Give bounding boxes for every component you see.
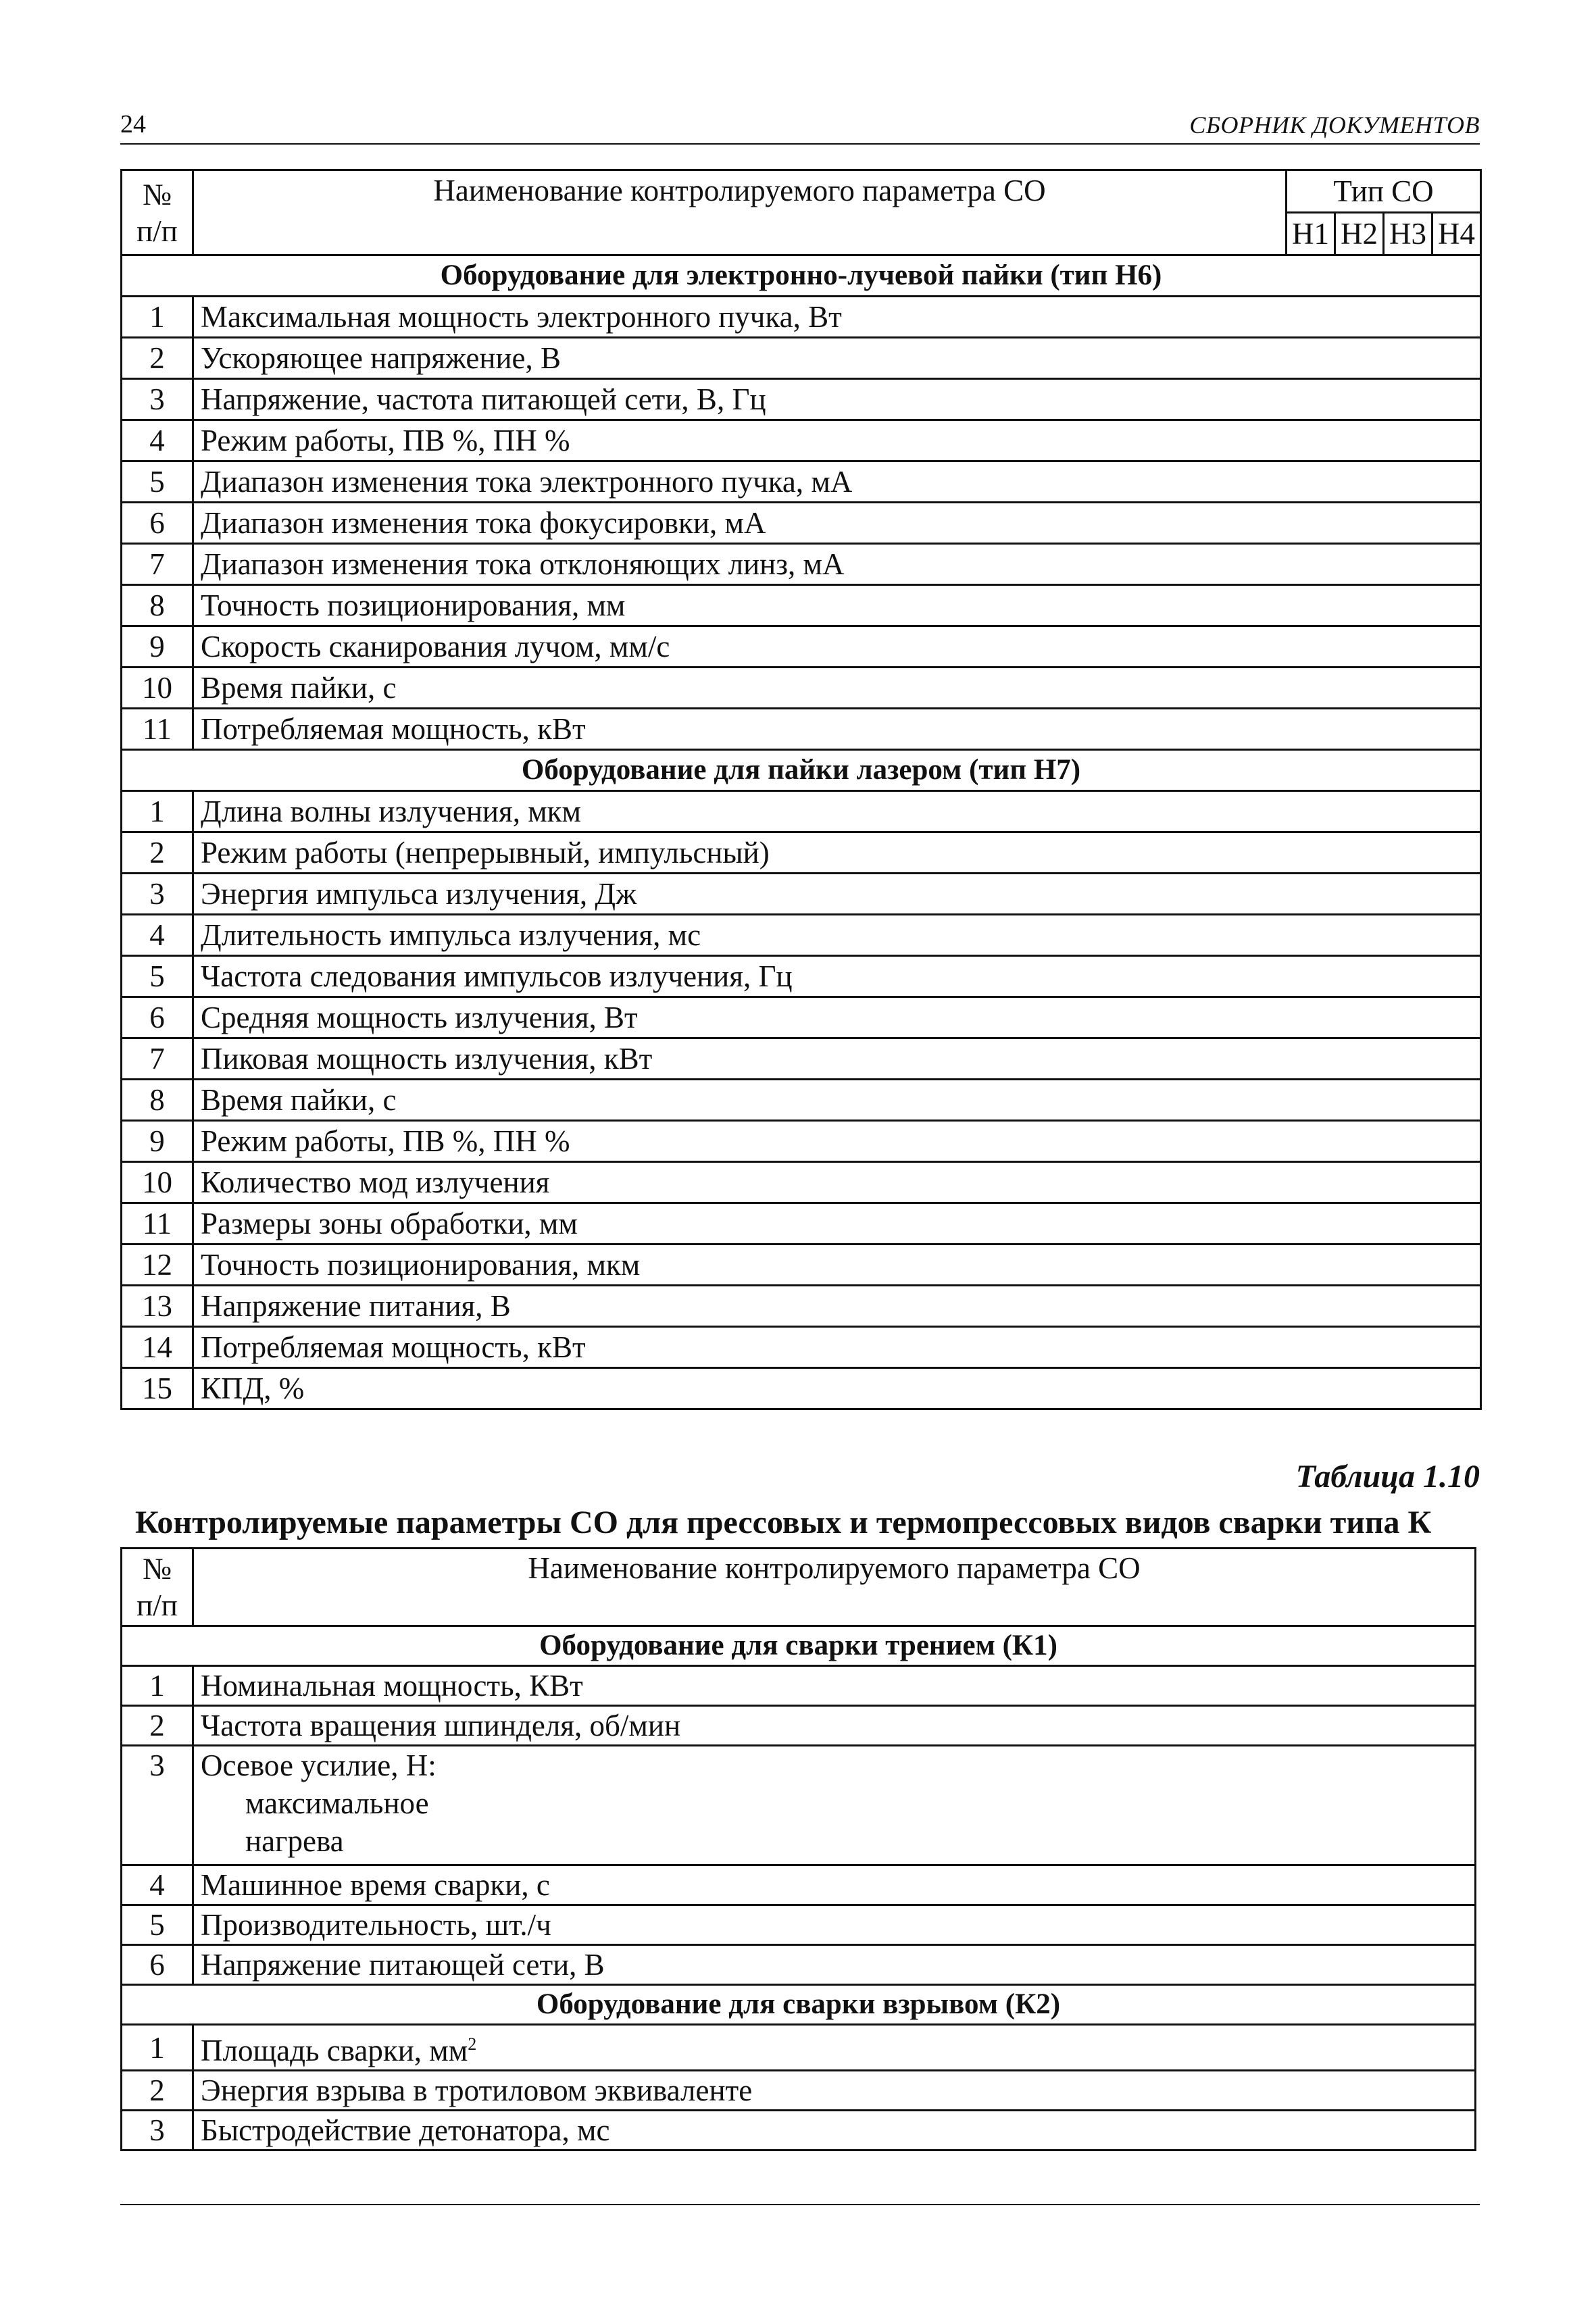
row-number: 10 — [122, 1162, 193, 1203]
parameter-name: Максимальная мощность электронного пучка, Вт — [201, 300, 842, 334]
parameter-name: Диапазон изменения тока отклоняющих линз, мА — [201, 547, 845, 581]
parameter-name-cell — [193, 1203, 1481, 1244]
row-number: 2 — [122, 338, 193, 379]
running-title: СБОРНИК ДОКУМЕНТОВ — [1189, 111, 1480, 139]
row-number: 1 — [122, 297, 193, 338]
table-row — [122, 626, 1481, 668]
table-row — [122, 1244, 1481, 1286]
table-row — [122, 1080, 1481, 1121]
table-row — [122, 461, 1481, 503]
parameter-name-cell — [193, 1286, 1481, 1327]
parameter-name: Ускоряющее напряжение, В — [201, 341, 562, 375]
table-row — [122, 1865, 1476, 1905]
parameter-name-cell — [193, 2025, 1476, 2071]
parameter-name-cell — [193, 1327, 1481, 1368]
table-caption: Таблица 1.10 — [1295, 1459, 1480, 1494]
row-number: 10 — [122, 668, 193, 709]
row-number: 1 — [122, 791, 193, 832]
section-row — [122, 1985, 1476, 2025]
page-number: 24 — [120, 110, 146, 139]
col-num-top: № — [143, 177, 172, 211]
row-number: 9 — [122, 1121, 193, 1162]
parameter-name: Осевое усилие, Н: — [201, 1749, 437, 1782]
parameter-name: Скорость сканирования лучом, мм/с — [201, 630, 670, 663]
parameter-name-cell — [193, 1666, 1476, 1706]
parameter-name: Энергия импульса излучения, Дж — [201, 877, 637, 911]
col-name-header: Наименование контролируемого параметра СО — [193, 170, 1287, 255]
parameters-table-k — [120, 1547, 1476, 2151]
row-number: 2 — [122, 1706, 193, 1746]
parameter-name-cell — [193, 2071, 1476, 2111]
table-row — [122, 1038, 1481, 1080]
row-number: 7 — [122, 1038, 193, 1080]
row-number: 6 — [122, 503, 193, 544]
parameter-name-cell — [193, 1746, 1476, 1865]
parameter-name-cell — [193, 1080, 1481, 1121]
row-number: 5 — [122, 1905, 193, 1945]
table-row — [122, 832, 1481, 874]
parameter-name: Площадь сварки, мм — [201, 2034, 468, 2067]
parameter-name-cell — [193, 420, 1481, 461]
parameter-name-cell — [193, 1368, 1481, 1409]
row-number: 4 — [122, 915, 193, 956]
parameter-name: Точность позиционирования, мм — [201, 588, 626, 622]
parameter-name: Производительность, шт./ч — [201, 1908, 551, 1942]
table-row — [122, 1706, 1476, 1746]
parameter-name-cell — [193, 997, 1481, 1038]
col-type-header: Тип СО — [1287, 170, 1481, 213]
parameter-name-cell — [193, 1038, 1481, 1080]
parameter-name: Количество мод излучения — [201, 1165, 550, 1199]
row-number: 11 — [122, 709, 193, 750]
footer-rule — [120, 2204, 1480, 2205]
section-row — [122, 750, 1481, 791]
parameter-name: Энергия взрыва в тротиловом эквиваленте — [201, 2073, 753, 2107]
table-row — [122, 1203, 1481, 1244]
parameters-table-continued — [120, 169, 1482, 1410]
row-number: 8 — [122, 585, 193, 626]
section-title: Оборудование для пайки лазером (тип Н7) — [122, 750, 1481, 791]
parameter-name: КПД, % — [201, 1372, 305, 1405]
subcol-h4: Н4 — [1432, 213, 1481, 255]
table-row — [122, 1905, 1476, 1945]
row-number: 13 — [122, 1286, 193, 1327]
subcol-h2: Н2 — [1335, 213, 1384, 255]
parameter-name: Частота вращения шпинделя, об/мин — [201, 1709, 681, 1742]
parameter-name-cell — [193, 956, 1481, 997]
table-row — [122, 338, 1481, 379]
parameter-name-cell — [193, 297, 1481, 338]
table-row — [122, 379, 1481, 420]
section-title: Оборудование для сварки трением (К1) — [122, 1626, 1476, 1666]
parameter-name-cell — [193, 461, 1481, 503]
parameter-name-cell — [193, 585, 1481, 626]
table-row — [122, 1945, 1476, 1985]
parameter-name-cell — [193, 1244, 1481, 1286]
table-row — [122, 2111, 1476, 2150]
table-row — [122, 1746, 1476, 1865]
section-row — [122, 255, 1481, 297]
parameter-name-cell — [193, 709, 1481, 750]
col-num-bottom: п/п — [136, 1588, 178, 1622]
table-header-row — [122, 170, 1481, 213]
parameter-name: Средняя мощность излучения, Вт — [201, 1001, 638, 1034]
parameter-name-cell — [193, 503, 1481, 544]
section-title: Оборудование для сварки взрывом (К2) — [122, 1985, 1476, 2025]
row-number: 5 — [122, 461, 193, 503]
row-number: 4 — [122, 1865, 193, 1905]
row-number: 5 — [122, 956, 193, 997]
row-number: 14 — [122, 1327, 193, 1368]
col-num-header — [122, 170, 193, 255]
table-row — [122, 1327, 1481, 1368]
table-header-row — [122, 1549, 1476, 1626]
parameter-name-cell — [193, 915, 1481, 956]
table-row — [122, 709, 1481, 750]
row-number: 8 — [122, 1080, 193, 1121]
parameter-name-cell — [193, 2111, 1476, 2150]
col-name-header: Наименование контролируемого параметра СО — [193, 1549, 1476, 1626]
col-num-top: № — [143, 1552, 172, 1586]
parameter-name-cell — [193, 1706, 1476, 1746]
parameter-name: Время пайки, с — [201, 671, 397, 705]
parameter-name: Потребляемая мощность, кВт — [201, 712, 586, 746]
table1-body — [122, 170, 1481, 1409]
table-row — [122, 297, 1481, 338]
row-number: 6 — [122, 997, 193, 1038]
parameter-name: Машинное время сварки, с — [201, 1868, 550, 1902]
row-number: 1 — [122, 2025, 193, 2071]
row-number: 3 — [122, 379, 193, 420]
row-number: 2 — [122, 2071, 193, 2111]
parameter-name: Напряжение питания, В — [201, 1289, 511, 1323]
table-row — [122, 1121, 1481, 1162]
section-title: Оборудование для электронно-лучевой пайки (тип Н6) — [122, 255, 1481, 297]
subcol-h1: Н1 — [1287, 213, 1335, 255]
section-row — [122, 1626, 1476, 1666]
parameter-name: Пиковая мощность излучения, кВт — [201, 1042, 653, 1076]
parameter-name: Напряжение питающей сети, В — [201, 1948, 605, 1982]
table-row — [122, 544, 1481, 585]
table-row — [122, 1286, 1481, 1327]
row-number: 3 — [122, 2111, 193, 2150]
row-number: 15 — [122, 1368, 193, 1409]
parameter-name-cell — [193, 1162, 1481, 1203]
col-num-header — [122, 1549, 193, 1626]
table-row — [122, 2025, 1476, 2071]
parameter-name: Номинальная мощность, КВт — [201, 1669, 583, 1703]
row-number: 11 — [122, 1203, 193, 1244]
table-row — [122, 1162, 1481, 1203]
parameter-name-cell — [193, 379, 1481, 420]
parameter-name: Длительность импульса излучения, мс — [201, 918, 701, 952]
parameter-subitem: нагрева — [245, 1824, 344, 1858]
parameter-name-cell — [193, 668, 1481, 709]
row-number: 3 — [122, 874, 193, 915]
parameter-name-cell — [193, 626, 1481, 668]
running-header — [120, 108, 1480, 145]
row-number: 6 — [122, 1945, 193, 1985]
parameter-name: Точность позиционирования, мкм — [201, 1248, 641, 1282]
parameter-name: Диапазон изменения тока электронного пучка, мА — [201, 465, 853, 499]
parameter-name-cell — [193, 338, 1481, 379]
parameter-name-cell — [193, 1905, 1476, 1945]
parameter-name-cell — [193, 791, 1481, 832]
parameter-name-cell — [193, 1865, 1476, 1905]
row-number: 12 — [122, 1244, 193, 1286]
superscript: 2 — [468, 2034, 477, 2054]
parameter-name: Время пайки, с — [201, 1083, 397, 1117]
parameter-name: Диапазон изменения тока фокусировки, мА — [201, 506, 766, 540]
parameter-name: Длина волны излучения, мкм — [201, 795, 582, 828]
table-title: Контролируемые параметры СО для прессовых и термопрессовых видов сварки типа К — [135, 1505, 1432, 1540]
table-row — [122, 668, 1481, 709]
table-row — [122, 791, 1481, 832]
table2-body — [122, 1549, 1476, 2150]
col-num-bottom: п/п — [136, 213, 178, 248]
parameter-name: Режим работы, ПВ %, ПН % — [201, 424, 570, 457]
parameter-subitem: максимальное — [245, 1786, 429, 1820]
row-number: 7 — [122, 544, 193, 585]
table-row — [122, 874, 1481, 915]
table-row — [122, 420, 1481, 461]
parameter-name: Режим работы, ПВ %, ПН % — [201, 1124, 570, 1158]
table-row — [122, 915, 1481, 956]
parameter-name: Напряжение, частота питающей сети, В, Гц — [201, 382, 766, 416]
table-row — [122, 585, 1481, 626]
parameter-name-cell — [193, 832, 1481, 874]
parameter-name-cell — [193, 1945, 1476, 1985]
table-row — [122, 1368, 1481, 1409]
parameter-name: Режим работы (непрерывный, импульсный) — [201, 836, 770, 870]
table-row — [122, 503, 1481, 544]
table-row — [122, 1666, 1476, 1706]
table-row — [122, 2071, 1476, 2111]
row-number: 4 — [122, 420, 193, 461]
row-number: 3 — [122, 1746, 193, 1865]
parameter-name: Размеры зоны обработки, мм — [201, 1207, 578, 1240]
parameter-name: Потребляемая мощность, кВт — [201, 1330, 586, 1364]
subcol-h3: Н3 — [1384, 213, 1432, 255]
parameter-name-cell — [193, 1121, 1481, 1162]
table-row — [122, 956, 1481, 997]
parameter-name-cell — [193, 544, 1481, 585]
table-row — [122, 997, 1481, 1038]
parameter-name: Быстродействие детонатора, мс — [201, 2113, 610, 2147]
row-number: 1 — [122, 1666, 193, 1706]
parameter-name: Частота следования импульсов излучения, Гц — [201, 959, 793, 993]
row-number: 2 — [122, 832, 193, 874]
parameter-name-cell — [193, 874, 1481, 915]
row-number: 9 — [122, 626, 193, 668]
